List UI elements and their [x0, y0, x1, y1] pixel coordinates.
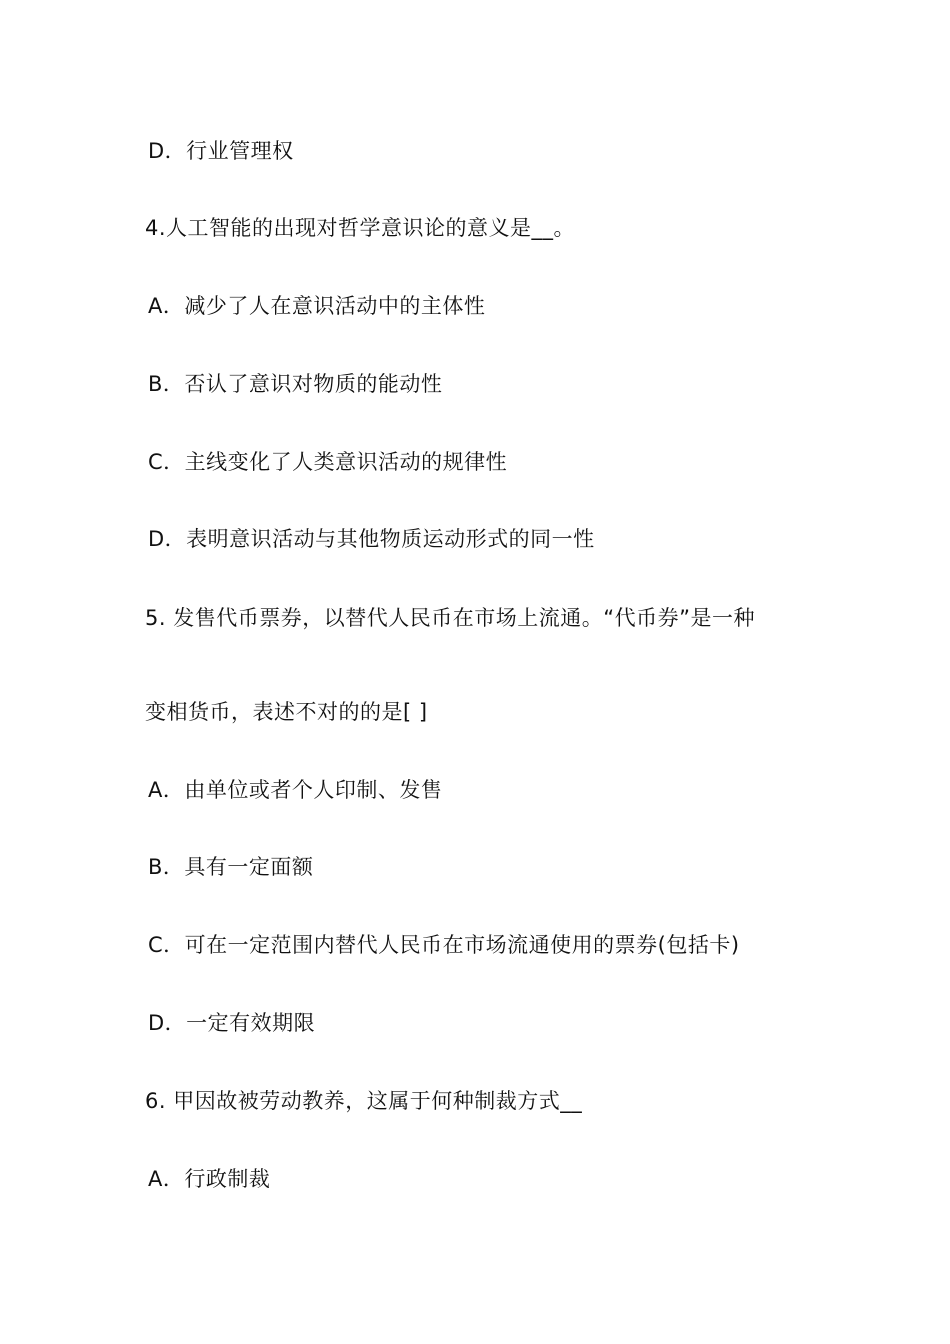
q4-option-c: C．主线变化了人类意识活动的规律性: [148, 450, 508, 474]
q3-option-d: D．行业管理权: [148, 139, 294, 163]
q4-option-a: A．减少了人在意识活动中的主体性: [148, 294, 486, 318]
q6-option-a: A．行政制裁: [148, 1167, 271, 1191]
q4-option-b: B．否认了意识对物质的能动性: [148, 372, 443, 396]
q6-question: 6. 甲因故被劳动教养，这属于何种制裁方式__: [145, 1089, 583, 1113]
q5-option-a: A．由单位或者个人印制、发售: [148, 778, 443, 802]
q5-option-c: C．可在一定范围内替代人民币在市场流通使用的票券(包括卡): [148, 933, 740, 957]
q4-question: 4.人工智能的出现对哲学意识论的意义是__。: [145, 216, 576, 240]
q5-option-d: D．一定有效期限: [148, 1011, 316, 1035]
q5-question-line2: 变相货币，表述不对的的是[ ]: [145, 700, 428, 724]
q4-option-d: D．表明意识活动与其他物质运动形式的同一性: [148, 527, 595, 551]
q5-option-b: B．具有一定面额: [148, 855, 314, 879]
q5-question-line1: 5. 发售代币票券，以替代人民币在市场上流通。“代币券”是一种: [145, 606, 755, 630]
